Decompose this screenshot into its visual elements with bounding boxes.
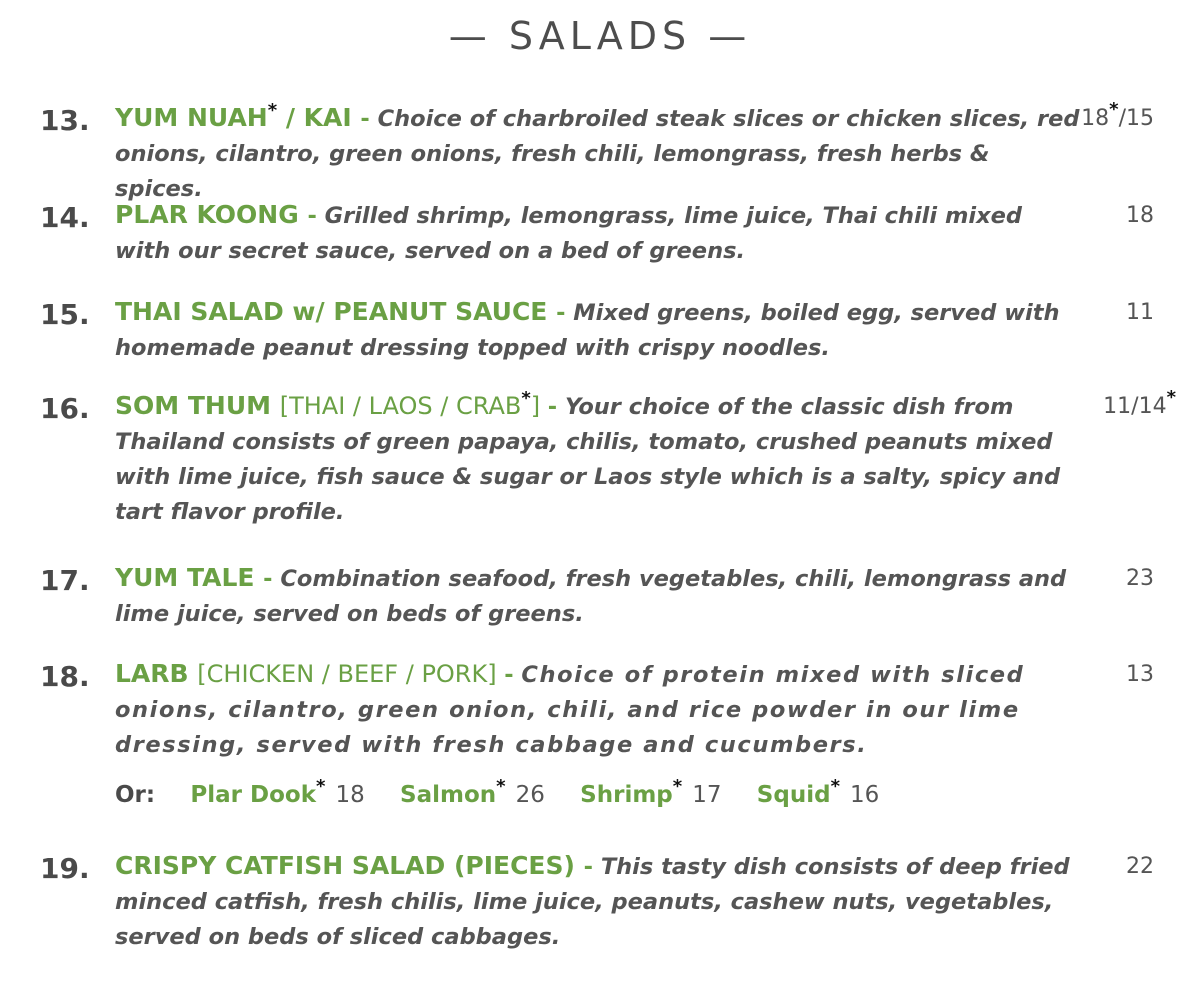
item-number: 16. bbox=[40, 392, 90, 425]
option-price: 18 bbox=[335, 782, 365, 808]
item-name: YUM TALE bbox=[115, 563, 264, 592]
option-name: Squid bbox=[756, 782, 831, 808]
item-price: 23 bbox=[1126, 566, 1154, 591]
item-separator: - bbox=[307, 203, 325, 229]
option-asterisk: * bbox=[496, 776, 506, 797]
item-separator: - bbox=[360, 106, 378, 132]
or-label: Or: bbox=[115, 782, 156, 808]
item-number: 15. bbox=[40, 298, 90, 331]
item-number: 17. bbox=[40, 564, 90, 597]
item-options-end: ] bbox=[530, 392, 548, 420]
price-steak: 18 bbox=[1081, 106, 1110, 131]
item-name: THAI SALAD w/ PEANUT SAUCE bbox=[115, 297, 557, 326]
larb-alternatives bbox=[115, 776, 907, 816]
item-price bbox=[1081, 99, 1154, 131]
option-price: 17 bbox=[692, 782, 722, 808]
item-number: 19. bbox=[40, 852, 90, 885]
item-description: Your choice of the classic dish from Thailand consists of green papaya, chilis, tomato, crushed peanuts mixed with lime juice, fish sauce & sugar or Laos style which is a salty, spicy and tart flavor profile. bbox=[115, 394, 1061, 525]
item-name: SOM THUM bbox=[115, 391, 280, 420]
item-price: 18 bbox=[1126, 203, 1154, 228]
item-name-rest: / KAI bbox=[277, 103, 361, 132]
option-price: 16 bbox=[849, 782, 880, 808]
item-description: Choice of charbroiled steak slices or chicken slices, red onions, cilantro, green onions, fresh chili, lemongrass, fresh herbs & spices. bbox=[115, 106, 1080, 202]
option-asterisk: * bbox=[672, 776, 683, 797]
item-name: PLAR KOONG bbox=[115, 200, 308, 229]
option-name: Shrimp bbox=[580, 782, 673, 808]
price-asterisk: * bbox=[1109, 99, 1119, 120]
item-separator: - bbox=[504, 662, 522, 688]
item-description: Choice of protein mixed with sliced onions, cilantro, green onion, chili, and rice powder in our lime dressing, served with fresh cabbage and cucumbers. bbox=[115, 662, 1025, 758]
option-name: Salmon bbox=[400, 782, 497, 808]
item-separator: - bbox=[583, 854, 601, 880]
section-title: — SALADS — bbox=[448, 14, 752, 58]
item-price: 11 bbox=[1126, 300, 1154, 325]
item-name: LARB bbox=[115, 659, 198, 688]
item-description: Grilled shrimp, lemongrass, lime juice, Thai chili mixed with our secret sauce, served on a bed of greens. bbox=[115, 203, 1022, 264]
item-number: 13. bbox=[40, 104, 90, 137]
item-separator: - bbox=[263, 566, 281, 592]
option-price: 26 bbox=[515, 782, 545, 808]
option-name: Plar Dook bbox=[190, 782, 317, 808]
item-name-asterisk: * bbox=[267, 100, 278, 121]
item-number: 18. bbox=[40, 660, 90, 693]
option-asterisk: * bbox=[830, 776, 840, 797]
item-price: 22 bbox=[1126, 854, 1154, 879]
option-asterisk: * bbox=[316, 776, 326, 797]
item-options: [THAI / LAOS / CRAB bbox=[279, 392, 522, 420]
price-value: 11/14 bbox=[1103, 394, 1167, 419]
item-price bbox=[1103, 387, 1176, 419]
item-description: Mixed greens, boiled egg, served with homemade peanut dressing topped with crispy noodles. bbox=[115, 300, 1060, 361]
item-separator: - bbox=[547, 394, 565, 420]
item-price: 13 bbox=[1126, 662, 1154, 687]
item-options-asterisk: * bbox=[521, 388, 531, 409]
price-asterisk: * bbox=[1166, 387, 1176, 408]
item-description: Combination seafood, fresh vegetables, chili, lemongrass and lime juice, served on beds of greens. bbox=[115, 566, 1067, 627]
item-description: This tasty dish consists of deep fried minced catfish, fresh chilis, lime juice, peanuts, cashew nuts, vegetables, served on beds of sliced cabbages. bbox=[115, 854, 1070, 950]
item-number: 14. bbox=[40, 201, 90, 234]
item-name: CRISPY CATFISH SALAD (PIECES) bbox=[115, 851, 584, 880]
item-options: [CHICKEN / BEEF / PORK] bbox=[197, 660, 505, 688]
item-name: YUM NUAH bbox=[115, 103, 268, 132]
price-chicken: /15 bbox=[1118, 106, 1154, 131]
item-separator: - bbox=[556, 300, 574, 326]
